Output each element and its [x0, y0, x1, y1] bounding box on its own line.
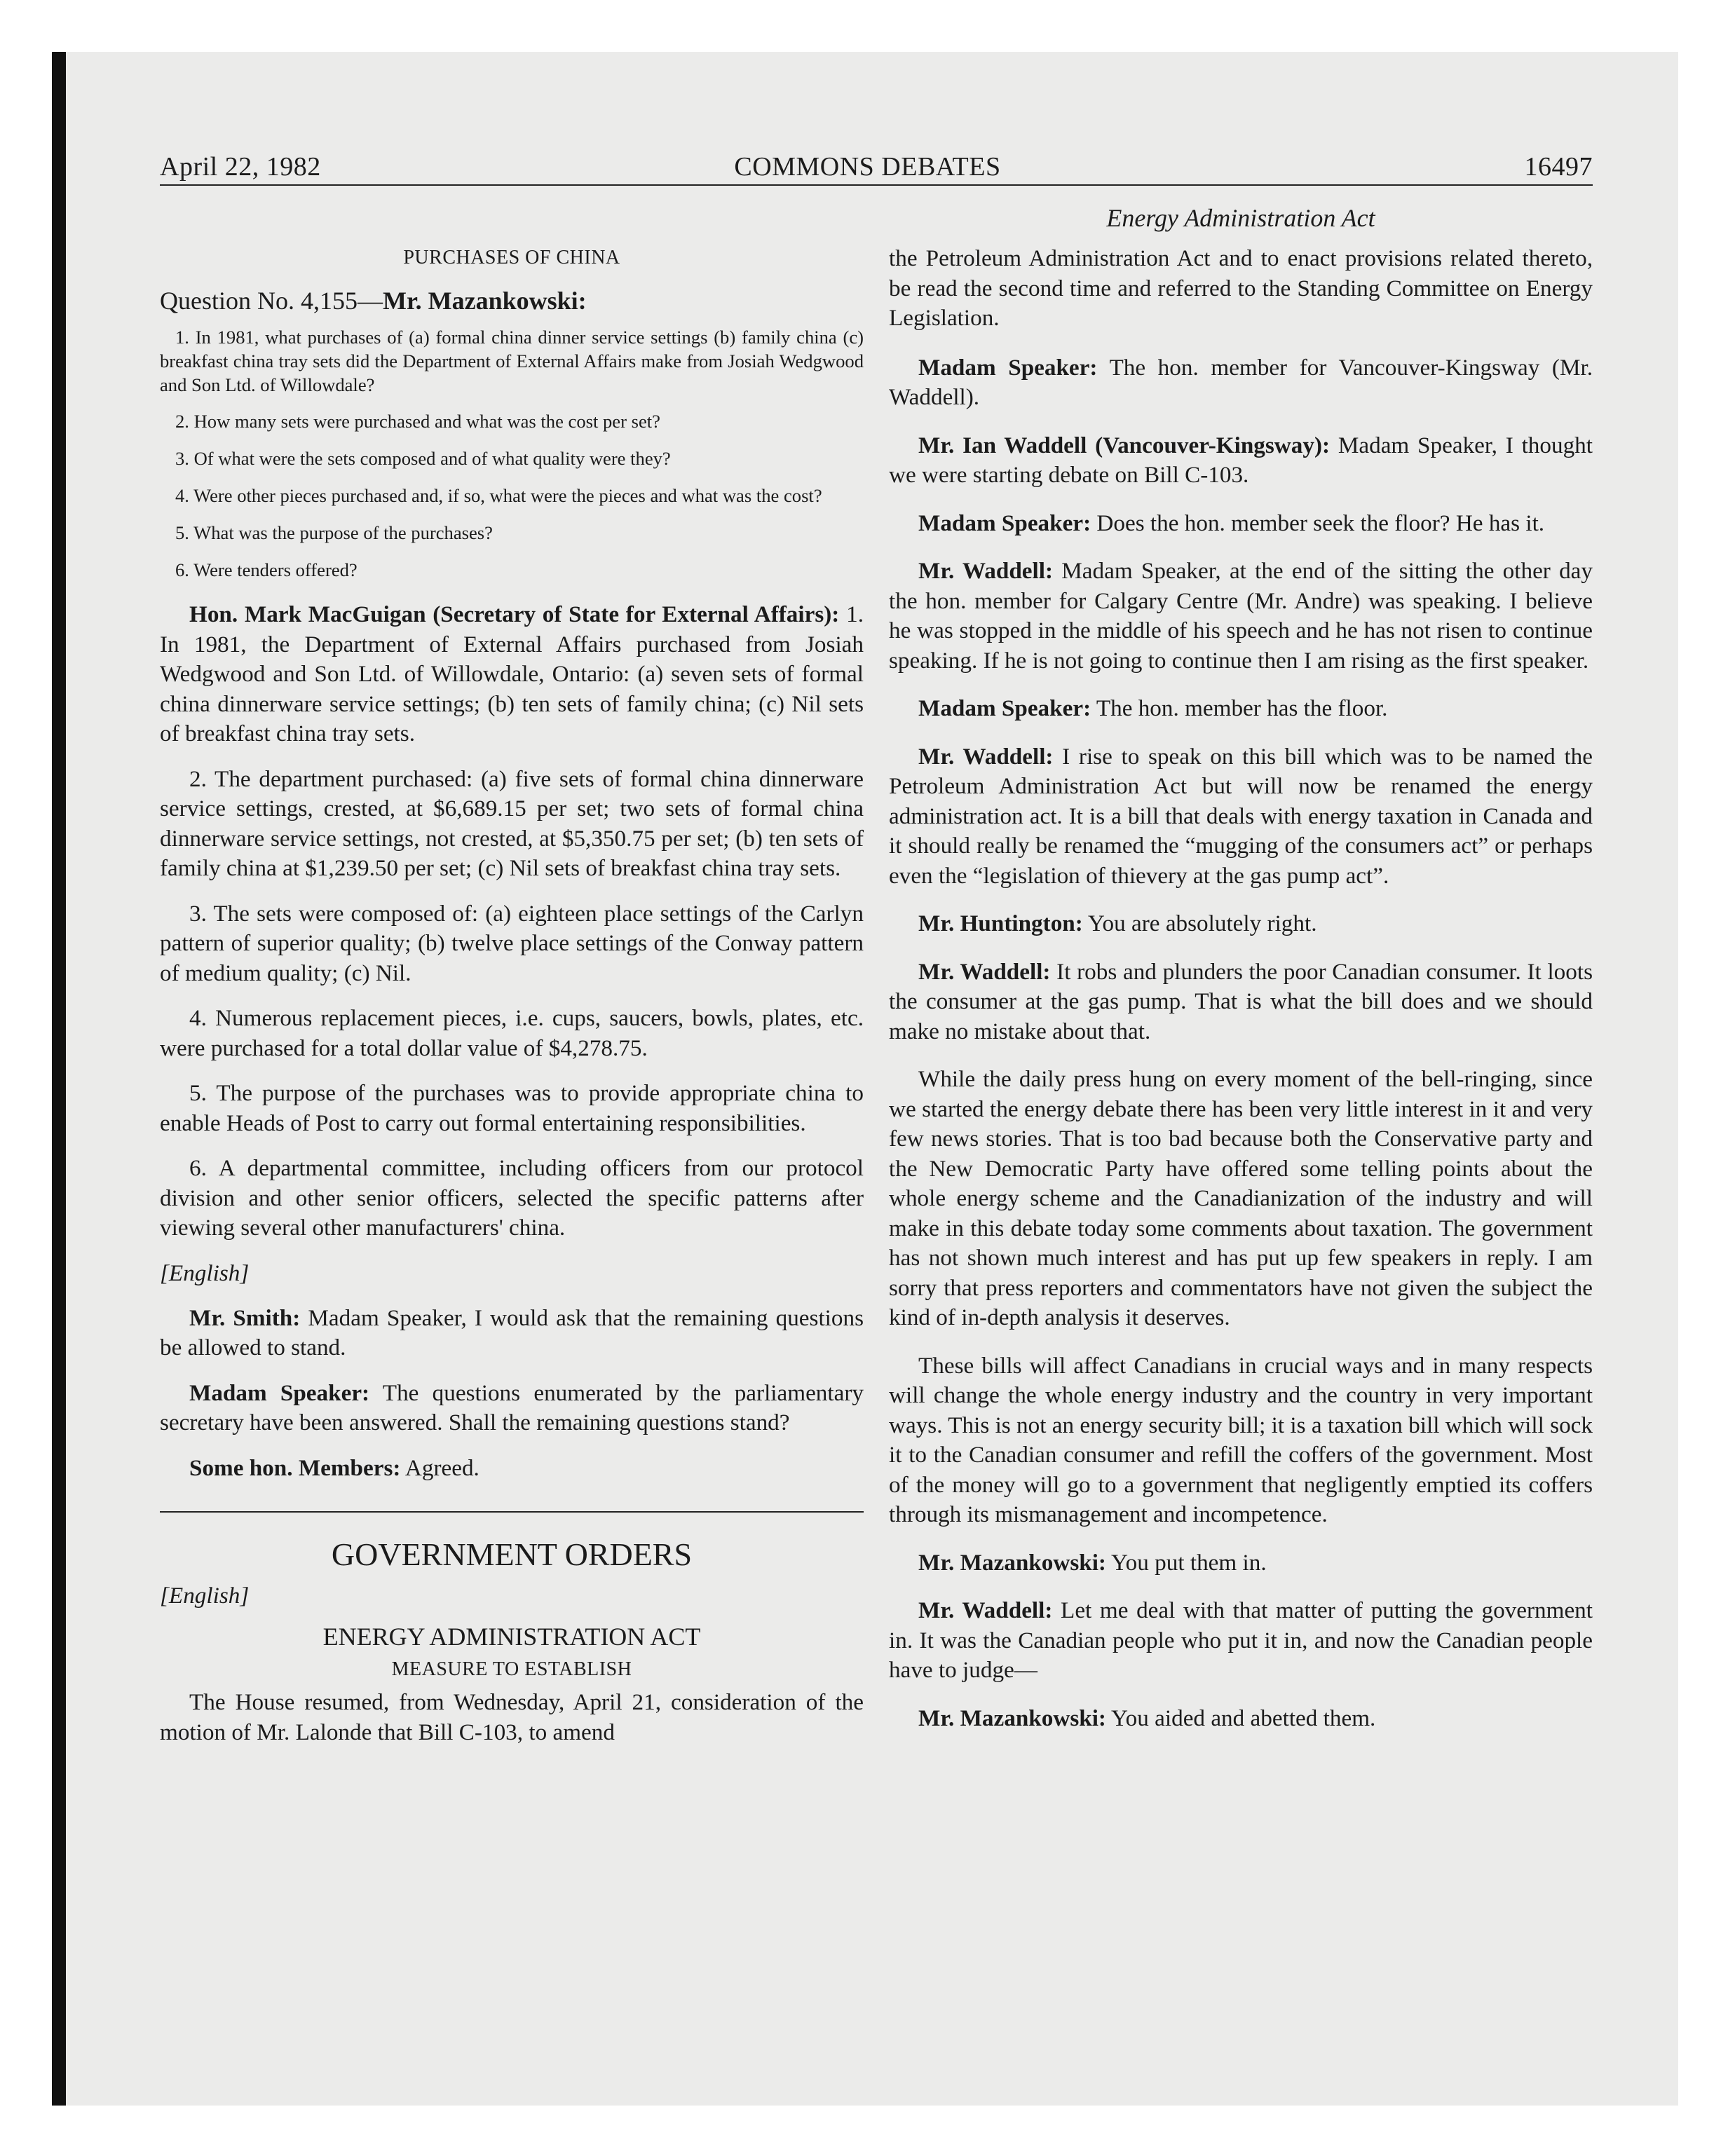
- section-rule: [160, 1511, 864, 1513]
- speaker-name: Mr. Waddell:: [918, 558, 1054, 584]
- speech-text: It robs and plunders the poor Canadian consumer. It loots the consumer at the gas pump. That is what the bill does and we should make no mistake about that.: [889, 958, 1593, 1044]
- government-orders-heading: GOVERNMENT ORDERS: [331, 1536, 693, 1572]
- speech-text: Madam Speaker, at the end of the sitting the other day the hon. member for Calgary Centre (Mr. Andre) was speaking. I believe he was stopped in the middle of his speech and he has not risen to continue speaking. If he is not going to continue then I am rising as the first speaker.: [889, 558, 1593, 674]
- question-item: 3. Of what were the sets composed and of what quality were they?: [175, 448, 671, 469]
- speech-paragraph: [889, 1704, 1593, 1734]
- question-label: Question No. 4,155—: [160, 287, 383, 315]
- answer-paragraph: 5. The purpose of the purchases was to provide appropriate china to enable Heads of Post to carry out formal entertaining responsibilities.: [160, 1080, 864, 1136]
- question-heading: [160, 285, 864, 317]
- speech-list: [889, 353, 1593, 1734]
- header-rule: [160, 184, 1593, 186]
- measure-heading: MEASURE TO ESTABLISH: [391, 1658, 632, 1680]
- question-member: Mr. Mazankowski:: [383, 287, 587, 315]
- speech-text: While the daily press hung on every moment of the bell-ringing, since we started the energy debate there has been very little interest in it and very few news stories. That is too bad because both the Conservative party and the New Democratic Party have offered some telling points about the whole energy scheme and the Canadianization of the industry and will make in this debate today some comments about taxation. The government has not shown much interest and has put up few speakers in reply. I am sorry that press reporters and commentators have not given the subject the kind of in-depth analysis it deserves.: [889, 1066, 1593, 1330]
- language-tag: [English]: [160, 1260, 250, 1286]
- speech-paragraph: [160, 1304, 864, 1363]
- speech-paragraph: [889, 742, 1593, 892]
- speech-text: The questions enumerated by the parliamentary secretary have been answered. Shall the remaining questions stand?: [160, 1379, 864, 1435]
- act-title: ENERGY ADMINISTRATION ACT: [322, 1623, 701, 1651]
- speaker-name: Madam Speaker:: [918, 695, 1091, 721]
- speech-text: These bills will affect Canadians in crucial ways and in many respects will change the whole energy industry and the country in very important ways. This is not an energy security bill; it is a taxation bill which will sock it to the Canadian consumer and refill the coffers of the government. Most of the money will go to a government that negligently emptied its coffers through its mismanagement and incompetence.: [889, 1352, 1593, 1527]
- answer-paragraph: [160, 600, 864, 749]
- speech-text: You aided and abetted them.: [1105, 1705, 1376, 1731]
- speaker-name: Mr. Mazankowski:: [918, 1549, 1106, 1576]
- speaker-name: Mr. Waddell:: [918, 1597, 1053, 1623]
- speaker-name: Mr. Waddell:: [918, 958, 1051, 985]
- speech-paragraph: [889, 1351, 1593, 1530]
- speech-text: The hon. member has the floor.: [1091, 695, 1388, 721]
- speech-paragraph: [889, 694, 1593, 724]
- speaker-name: Mr. Mazankowski:: [918, 1705, 1106, 1731]
- speech-text: The hon. member for Vancouver-Kingsway (Mr. Waddell).: [889, 354, 1593, 410]
- center-subject-head: Energy Administration Act: [1106, 204, 1375, 232]
- answer-paragraph: 2. The department purchased: (a) five sets of formal china dinnerware service settings, crested, at $6,689.15 per set; two sets of formal china dinnerware service settings, not crested, at $5,350.75 per set; (b) ten sets of family china at $1,239.50 per set; (c) Nil sets of breakfast china tray sets.: [160, 765, 864, 881]
- resumed-paragraph: The House resumed, from Wednesday, April 21, consideration of the motion of Mr. Lalonde that Bill C-103, to amend: [160, 1689, 864, 1745]
- right-column: [889, 244, 1593, 1752]
- speech-paragraph: [889, 1065, 1593, 1333]
- running-head-title: COMMONS DEBATES: [734, 152, 1001, 182]
- speech-paragraph: [889, 1596, 1593, 1686]
- continuation-paragraph: the Petroleum Administration Act and to enact provisions related thereto, be read the second time and referred to the Standing Committee on Energy Legislation.: [889, 245, 1593, 331]
- question-item: 5. What was the purpose of the purchases?: [175, 522, 493, 543]
- speech-text: Does the hon. member seek the floor? He has it.: [1091, 510, 1545, 536]
- speech-paragraph: [889, 957, 1593, 1047]
- speech-text: Madam Speaker, I would ask that the remaining questions be allowed to stand.: [160, 1304, 864, 1360]
- answer-text: 1. In 1981, the Department of External Affairs purchased from Josiah Wedgwood and Son Ltd. of Willowdale, Ontario: (a) seven sets of formal china dinnerware service settings; (b) ten sets of family china; (c) Nil sets of breakfast china tray sets.: [160, 601, 864, 746]
- answer-paragraph: 4. Numerous replacement pieces, i.e. cups, saucers, bowls, plates, etc. were purchased for a total dollar value of $4,278.75.: [160, 1005, 864, 1061]
- answer-speaker: Hon. Mark MacGuigan (Secretary of State for External Affairs):: [189, 601, 840, 627]
- scan-edge-bar: [52, 52, 66, 2106]
- speaker-name: Mr. Smith:: [189, 1304, 301, 1331]
- section-title: PURCHASES OF CHINA: [403, 247, 620, 268]
- speech-paragraph: [889, 353, 1593, 413]
- speech-paragraph: [889, 557, 1593, 676]
- speech-paragraph: [889, 431, 1593, 491]
- speaker-name: Madam Speaker:: [918, 354, 1098, 381]
- question-item: 6. Were tenders offered?: [175, 559, 358, 580]
- speaker-name: Madam Speaker:: [918, 510, 1091, 536]
- language-tag: [English]: [160, 1583, 250, 1609]
- speech-paragraph: [889, 509, 1593, 539]
- running-head-date: April 22, 1982: [160, 152, 321, 182]
- question-item: 1. In 1981, what purchases of (a) formal china dinner service settings (b) family china (c) breakfast china tray sets did the Department of External Affairs make from Josiah Wedgwood and Son Ltd. of Willowdale?: [160, 327, 864, 395]
- speech-text: You are absolutely right.: [1082, 910, 1317, 936]
- speaker-name: Mr. Ian Waddell (Vancouver-Kingsway):: [918, 432, 1331, 458]
- page-number: 16497: [1524, 152, 1593, 182]
- left-column: [160, 245, 864, 1747]
- speech-paragraph: [160, 1454, 864, 1484]
- speech-text: I rise to speak on this bill which was to be named the Petroleum Administration Act but will now be renamed the energy administration act. It is a bill that deals with energy taxation in Canada and it should really be renamed the “mugging of the consumers act” or perhaps even the “legislation of thievery at the gas pump act”.: [889, 743, 1593, 889]
- speaker-name: Madam Speaker:: [189, 1379, 370, 1406]
- question-item: 2. How many sets were purchased and what was the cost per set?: [175, 411, 660, 432]
- question-item: 4. Were other pieces purchased and, if so, what were the pieces and what was the cost?: [175, 485, 822, 506]
- speech-paragraph: [889, 909, 1593, 939]
- speech-paragraph: [889, 1548, 1593, 1578]
- speaker-name: Some hon. Members:: [189, 1454, 401, 1481]
- answer-paragraph: 6. A departmental committee, including officers from our protocol division and other senior officers, selected the specific patterns after viewing several other manufacturers' china.: [160, 1155, 864, 1241]
- speaker-name: Mr. Waddell:: [918, 743, 1054, 770]
- speech-paragraph: [160, 1379, 864, 1438]
- speaker-name: Mr. Huntington:: [918, 910, 1083, 936]
- speech-text: Agreed.: [400, 1454, 479, 1481]
- answer-paragraph: 3. The sets were composed of: (a) eighteen place settings of the Carlyn pattern of superior quality; (b) twelve place settings of the Conway pattern of medium quality; (c) Nil.: [160, 900, 864, 986]
- speech-text: Let me deal with that matter of putting the government in. It was the Canadian people who put it in, and now the Canadian people have to judge—: [889, 1597, 1593, 1683]
- speech-text: You put them in.: [1105, 1549, 1267, 1576]
- speech-text: Madam Speaker, I thought we were starting debate on Bill C-103.: [889, 432, 1593, 488]
